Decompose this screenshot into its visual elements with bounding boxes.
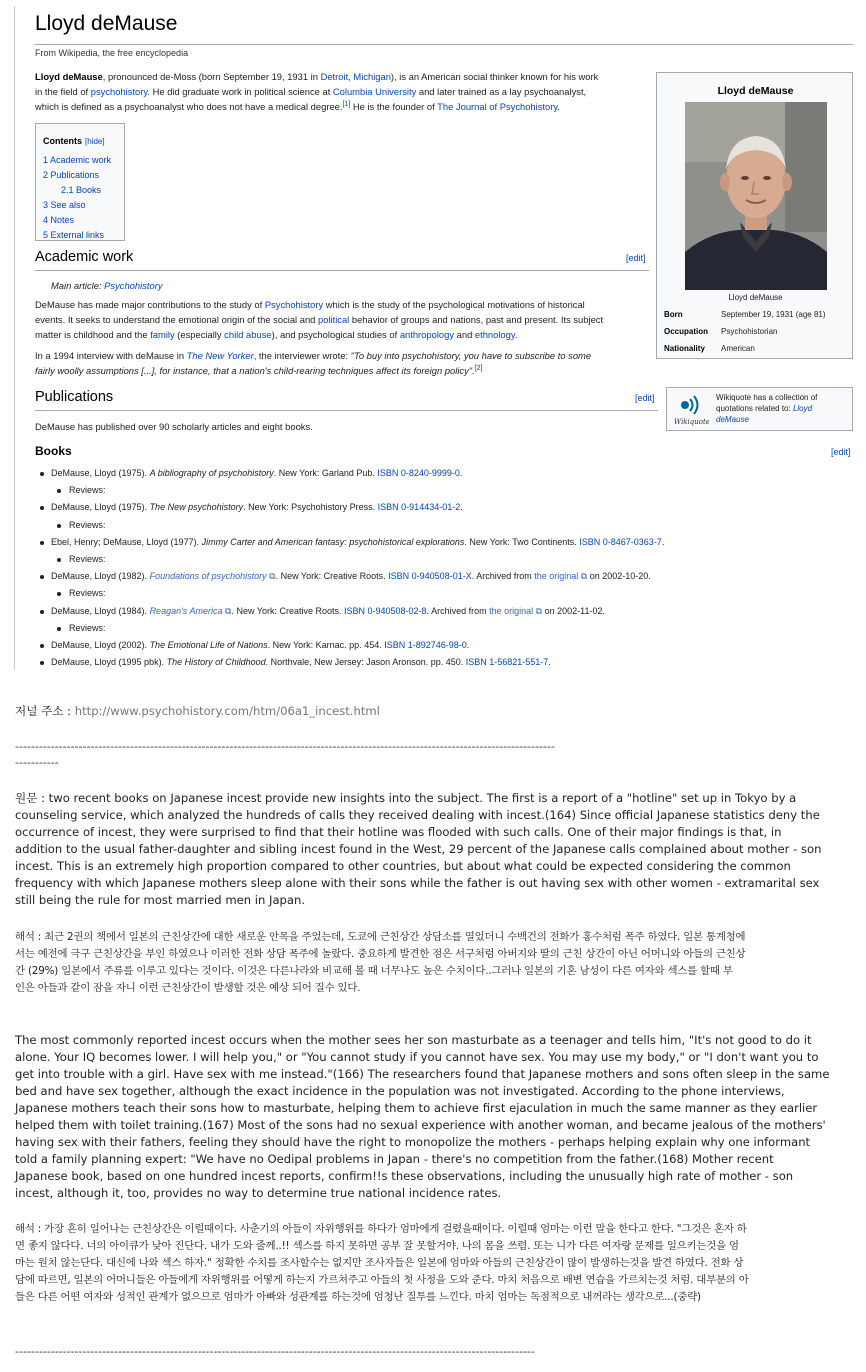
text-line: The most commonly reported incest occurs when the mother sees her son masturbate as a teenager and tells him, "It's not good to do it	[15, 1033, 812, 1047]
text-line: still being the rule for most married men in Japan.	[15, 893, 306, 907]
book-item: DeMause, Lloyd (1975). A bibliography of psychohistory. New York: Garland Pub. ISBN 0-8240-9999-0.	[35, 465, 855, 482]
wikiquote-link[interactable]: Lloyd	[792, 404, 813, 413]
external-link-icon: ⧉	[225, 605, 232, 616]
toc-item-external-links[interactable]: 5 External links	[43, 230, 105, 240]
link-child-abuse[interactable]: child abuse	[224, 329, 272, 340]
link-psychohistory-2[interactable]: Psychohistory	[264, 299, 324, 310]
wikiquote-link[interactable]: deMause	[716, 415, 749, 424]
text-line: addition to the usual father-daughter and sibling incest found in the West, 29 percent of the Japanese calls complained about mother - son	[15, 842, 822, 856]
body-text: ), and psychological studies of	[271, 329, 400, 340]
edit-academic-work-link[interactable]: [edit]	[626, 253, 646, 263]
isbn-link[interactable]: ISBN 0-914434-01-2	[377, 502, 461, 513]
body-text: which is the study of the psychological motivations of historical	[323, 299, 585, 310]
text-line: Japanese book, based on one hundred incest reports, confirm!!s these observations, including the unusually high rate of mother - son	[15, 1169, 794, 1183]
book-item: DeMause, Lloyd (1984). Reagan's America ⧉. New York: Creative Roots. ISBN 0-940508-02-8. Archived from the original ⧉ on 2002-11-02.	[35, 603, 855, 620]
intro-text: ), is an American social thinker known for his work	[390, 71, 599, 82]
portrait-photo[interactable]	[685, 102, 827, 290]
body-text: matter is childhood and the	[35, 329, 151, 340]
new-yorker-paragraph	[35, 348, 655, 378]
link-detroit[interactable]: Detroit, Michigan	[320, 71, 391, 82]
text-line: alone. Your IQ becomes lower. I will help you," or "You cannot study if you cannot have sex. You may use my body," or "I don't want you to	[15, 1050, 819, 1064]
text-line: 들은 다른 어떤 여자와 성적인 관계가 없으므로 엄마가 아빠와 성관계를 하는것에 엄청난 질투를 느낀다. 마치 엄마는 독점적으로 내꺼라는 생각으로...(중략)	[15, 1291, 701, 1303]
intro-text: in the field of	[35, 86, 91, 97]
isbn-link[interactable]: ISBN 0-940508-02-8	[344, 605, 427, 616]
publications-text: DeMause has published over 90 scholarly articles and eight books.	[35, 421, 313, 432]
text-line: bed and have sex together, although the exact incidence in the population was not investigated. According to the phone interviews,	[15, 1084, 785, 1098]
link-main-article-psychohistory[interactable]: Psychohistory	[104, 280, 163, 291]
text-line: 원문 : two recent books on Japanese incest provide new insights into the subject. The first is a report of a "hotline" set up in Tokyo by a	[15, 791, 797, 805]
academic-paragraph	[35, 297, 649, 342]
wikiquote-line: Wikiquote has a collection of	[716, 393, 818, 402]
text-line: 담에 따르면, 일본의 어머니들은 아들에게 자위행위를 어떻게 하는지 가르쳐주고 아들의 첫 사정을 도와 준다. 마치 처음으로 배변 연습을 가르치는것 처럼. 대부분의 아	[15, 1274, 749, 1286]
book-item: Ebel, Henry; DeMause, Lloyd (1977). Jimmy Carter and American fantasy: psychohistorical explorations. New York: Two Continents. ISBN 0-8467-0363-7.	[35, 534, 855, 551]
heading-divider	[35, 270, 649, 271]
external-link-icon: ⧉	[269, 571, 276, 582]
isbn-link[interactable]: ISBN 1-56821-551-7	[465, 657, 549, 668]
wikiquote-text	[716, 392, 850, 425]
infobox-row-occupation	[664, 327, 777, 336]
translation-1	[15, 929, 855, 997]
edit-books-link[interactable]: [edit]	[831, 447, 851, 457]
intro-name: Lloyd deMause	[35, 71, 103, 82]
body-text: and	[454, 329, 475, 340]
link-ethnology[interactable]: ethnology	[474, 329, 515, 340]
book-item: DeMause, Lloyd (1975). The New psychohistory. New York: Psychohistory Press. ISBN 0-914434-01-2.	[35, 499, 855, 516]
body-text: events. It seeks to understand the emotional origin of the social and	[35, 314, 318, 325]
link-new-yorker[interactable]: The New Yorker	[186, 350, 254, 361]
body-text: , the interviewer wrote:	[253, 350, 351, 361]
text-line: incest. This is an extremely high proportion compared to other countries, but about what could be expected considering the common	[15, 859, 791, 873]
books-list	[35, 465, 855, 671]
text-line: occurrence of incest, they were surprised to find that their hotline was flooded with such calls. One of their major findings is that, in	[15, 825, 782, 839]
book-item: DeMause, Lloyd (1995 pbk). The History of Childhood. Northvale, New Jersey: Jason Aronson. pp. 450. ISBN 1-56821-551-7.	[35, 654, 855, 671]
heading-divider	[35, 410, 658, 411]
quote-text: "To buy into psychohistory, you have to subscribe to some	[350, 350, 592, 361]
article-title: Lloyd deMause	[35, 12, 178, 35]
intro-text: and later trained as a lay psychoanalyst,	[416, 86, 587, 97]
journal-url-link[interactable]: http://www.psychohistory.com/htm/06a1_incest.html	[74, 704, 380, 718]
isbn-link[interactable]: ISBN 0-8240-9999-0	[377, 468, 460, 478]
link-family[interactable]: family	[150, 329, 175, 340]
intro-text: which is defined as a psychoanalyst who does not have a medical degree.	[35, 101, 343, 112]
original-text-1	[15, 790, 855, 909]
text-line: 면 좋지 않다다. 너의 아이큐가 낮아 진단다. 내가 도와 줄께..!! 섹스를 하지 못하면 공부 잘 못할거야. 나의 몸을 쓰렴. 또는 니가 다른 여자랑 문제를 일으키는것을 엄	[15, 1240, 739, 1252]
infobox-row-born	[664, 310, 826, 319]
heading-publications: Publications	[35, 389, 114, 405]
infobox-value: September 19, 1931 (age 81)	[721, 310, 826, 319]
text-line: helped them with toilet training.(167) Most of the sons had no sexual experience with another woman, and became jealous of the mothers'	[15, 1118, 826, 1132]
archived-original-link[interactable]: the original ⧉	[489, 605, 543, 616]
link-columbia-university[interactable]: Columbia University	[332, 86, 417, 97]
wikipedia-article-screenshot	[14, 6, 856, 670]
portrait-caption: Lloyd deMause	[728, 293, 783, 302]
translation-2	[15, 1221, 855, 1306]
reviews-item: Reviews:	[35, 551, 855, 568]
isbn-link[interactable]: ISBN 0-940508-01-X	[388, 571, 472, 582]
external-link-icon: ⧉	[535, 605, 543, 616]
toc-title: Contents	[43, 136, 82, 146]
original-text-2	[15, 1032, 855, 1202]
text-line: 인은 아들과 같이 잠을 자니 이런 근친상간이 발생할 것은 예상 되어 질수 있다.	[15, 982, 361, 994]
reviews-item: Reviews:	[35, 620, 855, 637]
infobox-label: Occupation	[664, 327, 709, 336]
toc-item-notes[interactable]: 4 Notes	[43, 215, 75, 225]
body-text: DeMause has made major contributions to the study of	[35, 299, 265, 310]
quote-text: fairly woolly assumptions [...], for instance, that a nation's child-rearing techniques affect its foreign policy".	[35, 365, 475, 376]
intro-text: , pronounced de-Moss (born September 19, 1931 in	[102, 71, 321, 82]
body-text: behavior of groups and nations, past and present. Its subject	[349, 314, 604, 325]
divider-end: -----------------------------------------------------------------------------------------------------------------------------------	[15, 1345, 535, 1358]
text-line: frequency with which Japanese mothers sleep alone with their sons while the father is out having sex with other women - extramarital sex	[15, 876, 820, 890]
external-title-link[interactable]: Reagan's America ⧉	[149, 605, 232, 616]
heading-books: Books	[35, 444, 72, 458]
book-item: DeMause, Lloyd (1982). Foundations of psychohistory ⧉. New York: Creative Roots. ISBN 0-940508-01-X. Archived from the original ⧉ on 2002-10-20.	[35, 568, 855, 585]
wikiquote-logo-icon	[673, 394, 709, 426]
table-of-contents	[35, 123, 125, 241]
text-line: Japanese mothers teach their sons how to masturbate, helping them to achieve first ejaculation in much the same manner as they earlier	[15, 1101, 818, 1115]
reviews-item: Reviews:	[35, 585, 855, 602]
toc-item-see-also[interactable]: 3 See also	[43, 200, 86, 210]
book-item: DeMause, Lloyd (2002). The Emotional Life of Nations. New York: Karnac. pp. 454. ISBN 1-892746-98-0.	[35, 637, 855, 654]
intro-text: . He did graduate work in political science at	[147, 86, 333, 97]
external-title-link[interactable]: Foundations of psychohistory ⧉	[149, 571, 276, 582]
external-link-icon: ⧉	[580, 571, 588, 582]
text-line: 마는 원치 않는단다. 대신에 나와 섹스 하자." 정확한 수치를 조사할수는 없지만 조사자들은 일본에 엄마와 아들의 근친상간이 많이 발생하는것을 발견 하였다. 전화 상	[15, 1257, 744, 1269]
body-text: .	[514, 329, 518, 340]
edit-publications-link[interactable]: [edit]	[635, 393, 655, 403]
isbn-link[interactable]: ISBN 0-8467-0363-7	[579, 536, 662, 547]
intro-paragraph	[35, 69, 645, 114]
body-text: In a 1994 interview with deMause in	[35, 350, 187, 361]
link-political[interactable]: political	[318, 314, 350, 325]
infobox-value: Psychohistorian	[721, 327, 778, 336]
infobox-label: Born	[664, 310, 683, 319]
text-line: incest, although it, too, provides no way to determine true national incidence rates.	[15, 1186, 502, 1200]
toc-item-publications[interactable]: 2 Publications	[43, 170, 100, 180]
intro-text: .	[557, 101, 560, 112]
text-line: having sex with their fathers, feeling they should have the right to monopolize the mothers - perhaps helping explain why one informant	[15, 1135, 811, 1149]
title-divider	[35, 44, 853, 45]
reference-2-link[interactable]: [2]	[474, 364, 483, 372]
link-psychohistory[interactable]: psychohistory	[90, 86, 148, 97]
isbn-link[interactable]: ISBN 1-892746-98-0	[384, 640, 467, 651]
text-line: 서는 예전에 극구 근친상간을 부인 하였으나 이러한 전화 상담 폭주에 놀랐다. 중요하게 발견한 점은 서구처럼 아버지와 딸의 근친 상간이 아닌 어머니와 아들의 근친상	[15, 948, 746, 960]
wikiquote-line: quotations related to:	[716, 404, 793, 413]
infobox-label: Nationality	[664, 344, 705, 353]
text-line: 해석 : 가장 흔히 일어나는 근친상간은 이럴때이다. 사춘기의 아들이 자위행위를 하다가 엄마에게 걸렸을때이다. 이럴때 엄마는 이런 말을 한다고 한다. "그것은 혼자 하	[15, 1223, 747, 1235]
toc-hide-link[interactable]: [hide]	[85, 137, 105, 146]
text-line: 간 (29%) 일본에서 주류를 이루고 있다는 것이다. 이것은 다른나라와 비교해 볼 때 너무나도 높은 수치이다..그러나 일본의 기혼 남성이 다른 여자와 섹스를 할때 부	[15, 965, 733, 977]
text-line: get into trouble with a girl. Have sex with me instead."(166) The researchers found that Japanese mothers and sons often sleep in the same	[15, 1067, 830, 1081]
intro-text: He is the founder of	[350, 101, 438, 112]
portrait-illustration	[685, 102, 827, 290]
link-anthropology[interactable]: anthropology	[399, 329, 455, 340]
archived-original-link[interactable]: the original ⧉	[534, 571, 588, 582]
link-journal-of-psychohistory[interactable]: The Journal of Psychohistory	[437, 101, 558, 112]
infobox	[656, 72, 853, 359]
article-subtitle: From Wikipedia, the free encyclopedia	[35, 48, 189, 58]
body-text: (especially	[174, 329, 225, 340]
journal-address	[15, 703, 380, 720]
text-line: counseling service, which analyzed the hundreds of calls they received dealing with incest.(164) Since official Japanese statistics deny the	[15, 808, 820, 822]
toc-item-books[interactable]: 2.1 Books	[61, 185, 102, 195]
wikiquote-box	[666, 387, 853, 431]
toc-item-academic-work[interactable]: 1 Academic work	[43, 155, 112, 165]
wikiquote-logo-text: Wikiquote	[674, 418, 709, 426]
reference-1-link[interactable]: [1]	[342, 100, 351, 108]
journal-label: 저널 주소 :	[15, 704, 75, 718]
text-line: 해석 : 최근 2권의 책에서 일본의 근친상간에 대한 새로운 안목을 주었는데, 도쿄에 근친상간 상담소를 열었더니 수백건의 전화가 홍수처럼 폭주 하였다. 일본 통계청에	[15, 931, 746, 943]
divider: ----------------------------------------------------------------------------------------------------------------------------------------	[15, 740, 555, 753]
reviews-item: Reviews:	[35, 482, 855, 499]
reviews-item: Reviews:	[35, 517, 855, 534]
infobox-row-nationality	[664, 344, 755, 353]
text-line: told a family planning expert: "We have no Oedipal problems in Japan - there's no competition from the father.(168) Mother recent	[15, 1152, 774, 1166]
heading-academic-work: Academic work	[35, 249, 134, 265]
main-article-label: Main article:	[51, 280, 105, 291]
infobox-title: Lloyd deMause	[717, 85, 794, 97]
divider-tail: -----------	[15, 756, 59, 769]
infobox-value: American	[721, 344, 755, 353]
main-article-note	[51, 278, 163, 293]
